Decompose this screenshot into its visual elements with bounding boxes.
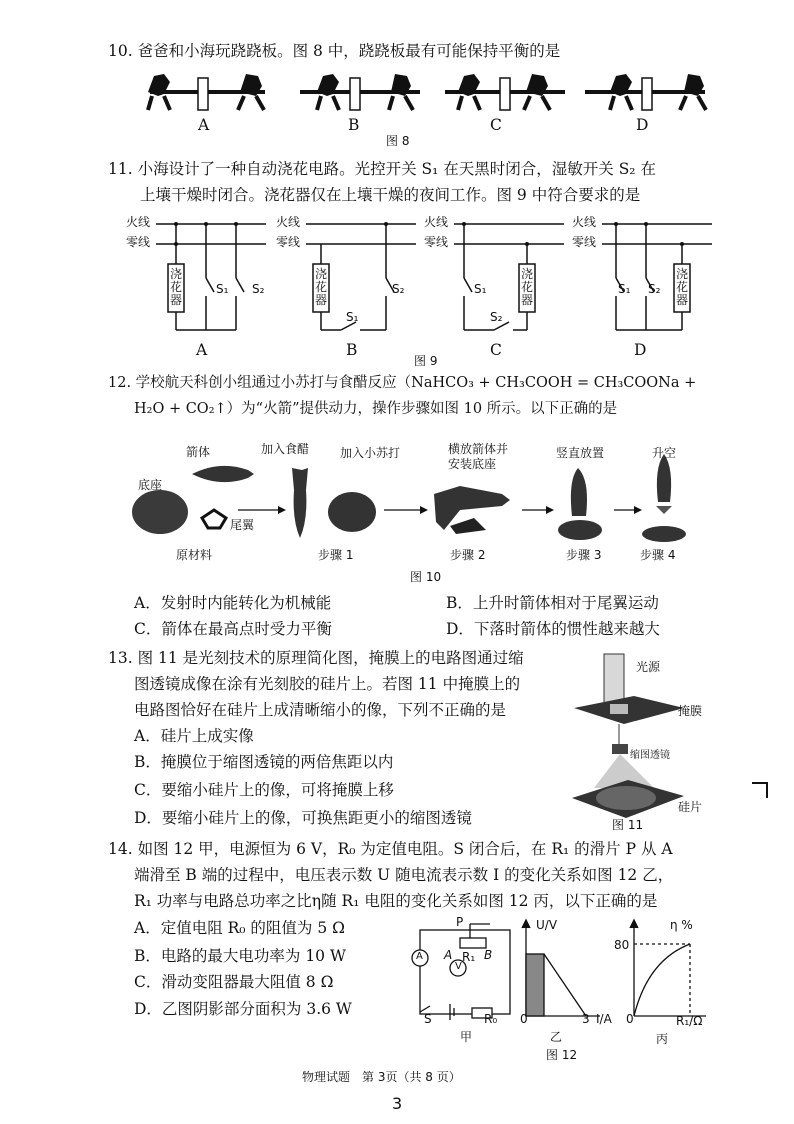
circuit-c-neutral-label: 零线	[424, 235, 449, 249]
figure-10-rocket-steps	[130, 430, 700, 570]
seesaw-d	[585, 74, 706, 110]
fig10-step1-label: 步骤 1	[318, 548, 354, 562]
q14-stem-line3: R₁ 功率与电路总功率之比η随 R₁ 电阻的变化关系如图 12 丙，以下正确的是	[134, 892, 658, 910]
fig12-r0-label: R₀	[484, 1012, 498, 1026]
rocket-body	[192, 466, 254, 482]
q14-option-d[interactable]: D．乙图阴影部分面积为 3.6 W	[134, 1000, 352, 1018]
step1-rocket	[292, 468, 308, 538]
fig12-yi-zero: 0	[520, 1012, 528, 1026]
reduction-lens	[612, 744, 628, 754]
circuit-a	[126, 214, 266, 330]
circuit-a-s2-label: S₂	[252, 282, 265, 296]
q12-stem-line2: H₂O + CO₂↑）为“火箭”提供动力，操作步骤如图 10 所示。以下正确的是	[134, 401, 618, 417]
fig12-u-axis-label: U/V	[536, 918, 558, 932]
circuit-c-live-label: 火线	[424, 215, 449, 229]
fig8-label-d: D	[636, 116, 649, 134]
q13-option-d[interactable]: D．要缩小硅片上的像，可换焦距更小的缩图透镜	[134, 809, 472, 827]
circuit-b-device-label: 浇花器	[315, 267, 328, 307]
fig10-lay-flat-label: 横放箭体并	[448, 442, 509, 456]
seesaw-c	[445, 74, 565, 110]
q11-stem-line2: 上壤干燥时闭合。浇花器仅在上壤干燥的夜间工作。图 9 中符合要求的是	[140, 186, 641, 204]
circuit-b-s2-label: S₂	[392, 282, 405, 296]
page-number: 3	[392, 1094, 403, 1113]
light-source	[604, 654, 624, 704]
fig8-label-b: B	[348, 116, 360, 134]
fig8-caption: 图 8	[386, 134, 410, 148]
seesaw-a	[148, 74, 265, 110]
fig12-b-end-label: B	[484, 948, 493, 962]
fig10-add-soda-label: 加入小苏打	[340, 446, 401, 460]
q14-stem-line2: 端滑至 B 端的过程中，电压表示数 U 随电流表示数 I 的变化关系如图 12 乙，	[134, 866, 674, 884]
circuit-a-device-label: 浇花器	[170, 267, 183, 307]
circuit-d-live-label: 火线	[572, 215, 597, 229]
fig12-r1-label: R₁	[462, 950, 476, 964]
fig10-install-base-label: 安装底座	[448, 457, 497, 471]
fig10-step3-label: 步骤 3	[566, 548, 602, 562]
fig12-yi-label: 乙	[550, 1030, 563, 1044]
q13-option-c[interactable]: C．要缩小硅片上的像，可将掩膜上移	[134, 781, 394, 799]
fig11-light-label: 光源	[636, 660, 661, 674]
q13-stem-line3: 电路图恰好在硅片上成清晰缩小的像，下列不正确的是	[134, 701, 507, 719]
fig12-voltmeter-label: V	[455, 961, 462, 972]
fig10-step2-label: 步骤 2	[450, 548, 486, 562]
fig10-step4-label: 步骤 4	[640, 548, 676, 562]
fig10-add-vinegar-label: 加入食醋	[261, 442, 310, 456]
circuit-c-device-label: 浇花器	[521, 267, 534, 307]
fig12-jia-label: 甲	[460, 1030, 473, 1044]
base-disc	[132, 490, 188, 534]
fig10-base-label: 底座	[138, 478, 163, 492]
fig9-caption: 图 9	[414, 354, 438, 368]
circuit-c-s2-label: S₂	[490, 310, 503, 324]
fig11-caption: 图 11	[612, 818, 644, 832]
fig10-caption: 图 10	[410, 570, 442, 584]
margin-mark	[752, 782, 768, 798]
fig12-s-label: S	[424, 1012, 432, 1026]
q13-option-b[interactable]: B．掩膜位于缩图透镜的两倍焦距以内	[134, 753, 394, 771]
circuit-b-s1-label: S₁	[346, 310, 359, 324]
fig11-wafer-label: 硅片	[678, 800, 703, 814]
tail-fin	[202, 510, 226, 528]
fig9-label-c: C	[490, 341, 502, 359]
q12-option-c[interactable]: C．箭体在最高点时受力平衡	[134, 620, 332, 638]
q14-option-c[interactable]: C．滑动变阻器最大阻值 8 Ω	[134, 973, 334, 991]
fig12-yi-three: 3	[582, 1012, 590, 1026]
fig11-mask-label: 掩膜	[678, 704, 703, 718]
q13-stem-line1: 13. 图 11 是光刻技术的原理简化图，掩膜上的电路图通过缩	[108, 649, 524, 667]
fig12-p-label: P	[456, 915, 464, 929]
q12-stem-line1: 12. 学校航天科创小组通过小苏打与食醋反应（NaHCO₃ + CH₃COOH = CH₃COONa +	[108, 375, 697, 391]
fig12-ammeter-label: A	[416, 951, 423, 962]
fig10-upright-label: 竖直放置	[556, 446, 605, 460]
q14-stem-line1: 14. 如图 12 甲，电源恒为 6 V，R₀ 为定值电阻。S 闭合后，在 R₁ 的滑片 P 从 A	[108, 840, 673, 858]
fig9-label-a: A	[196, 341, 208, 359]
fig12-caption: 图 12	[546, 1048, 578, 1062]
fig9-label-b: B	[346, 341, 358, 359]
circuit-d-device-label: 浇花器	[676, 267, 689, 307]
q14-option-b[interactable]: B．电路的最大电功率为 10 W	[134, 947, 346, 965]
circuit-a-live-label: 火线	[126, 215, 151, 229]
fig12-bing-eighty: 80	[614, 938, 630, 952]
q14-option-a[interactable]: A．定值电阻 R₀ 的阻值为 5 Ω	[134, 919, 345, 937]
fig12-a-end-label: A	[444, 948, 453, 962]
step4-launch	[657, 454, 671, 502]
circuit-b-neutral-label: 零线	[276, 235, 301, 249]
circuit-d	[572, 214, 712, 330]
circuit-a-s1-label: S₁	[216, 282, 229, 296]
q11-stem-line1: 11. 小海设计了一种自动浇花电路。光控开关 S₁ 在天黑时闭合，湿敏开关 S₂ 在	[108, 160, 656, 178]
q12-option-d[interactable]: D．下落时箭体的惯性越来越大	[446, 620, 660, 638]
fig10-launch-label: 升空	[652, 446, 677, 460]
fig12-r-axis-label: R₁/Ω	[676, 1014, 703, 1028]
figure-12-graph-bing	[628, 920, 708, 1020]
fig12-bing-label: 丙	[656, 1032, 669, 1046]
q12-option-b[interactable]: B．上升时箭体相对于尾翼运动	[446, 594, 659, 612]
page-footer: 物理试题 第 3页（共 8 页）	[302, 1070, 461, 1084]
circuit-b-live-label: 火线	[276, 215, 301, 229]
q13-option-a[interactable]: A．硅片上成实像	[134, 727, 254, 745]
figure-8-seesaws	[140, 72, 700, 132]
circuit-c-s1-label: S₁	[474, 282, 487, 296]
step1-disc	[328, 492, 376, 532]
fig11-lens-label: 缩图透镜	[630, 750, 670, 761]
fig12-eta-axis-label: η %	[670, 918, 693, 932]
figure-12-graph-yi	[520, 920, 600, 1020]
q13-stem-line2: 图透镜成像在涂有光刻胶的硅片上。若图 11 中掩膜上的	[134, 675, 521, 693]
q10-stem: 10. 爸爸和小海玩跷跷板。图 8 中，跷跷板最有可能保持平衡的是	[108, 42, 561, 60]
circuit-d-s2-label: S₂	[648, 282, 661, 296]
fig12-bing-zero: 0	[626, 1012, 634, 1026]
mask-plate	[574, 696, 684, 724]
fig8-label-c: C	[490, 116, 502, 134]
fig10-body-label: 箭体	[186, 445, 211, 459]
fig10-materials-label: 原材料	[176, 548, 213, 562]
shaded-region	[526, 954, 544, 1016]
step3-upright	[571, 468, 587, 516]
circuit-a-neutral-label: 零线	[126, 235, 151, 249]
seesaw-b	[300, 74, 420, 110]
fig8-label-a: A	[198, 116, 210, 134]
fig12-i-axis-label: I/A	[596, 1012, 612, 1026]
q12-option-a[interactable]: A．发射时内能转化为机械能	[134, 594, 332, 612]
fig9-label-d: D	[634, 341, 647, 359]
circuit-d-neutral-label: 零线	[572, 235, 597, 249]
fig10-tail-label: 尾翼	[230, 518, 255, 532]
circuit-d-s1-label: S₁	[618, 282, 631, 296]
